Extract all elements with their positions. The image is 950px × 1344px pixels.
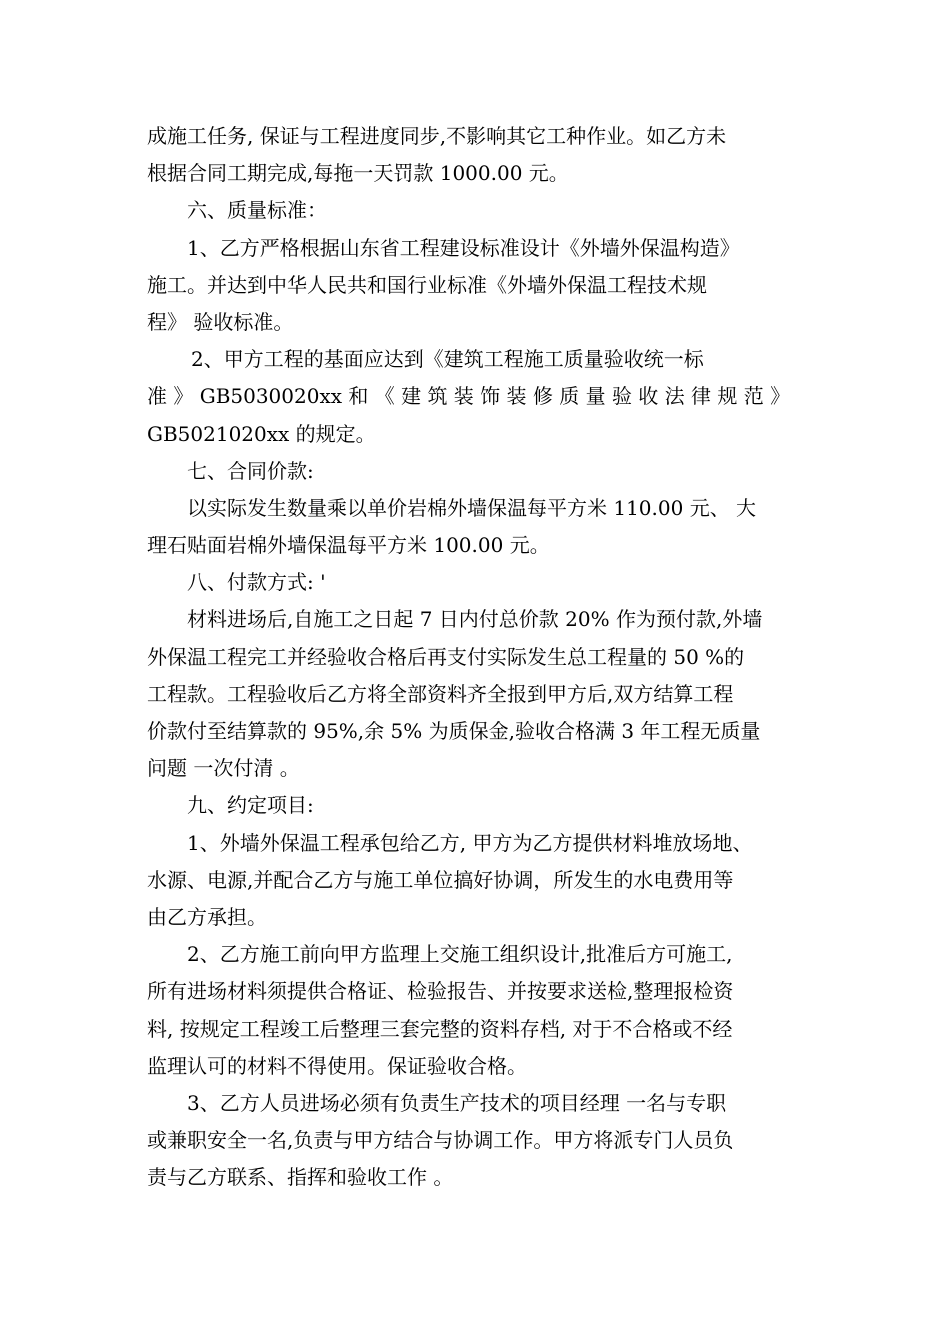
text-line: 2、甲方工程的基面应达到《建筑工程施工质量验收统一标 bbox=[191, 347, 704, 372]
text-line: 3、乙方人员进场必须有负责生产技术的项目经理 一名与专职 bbox=[187, 1090, 727, 1115]
text-line: 施工。并达到中华人民共和国行业标准《外墙外保温工程技术规 bbox=[147, 272, 707, 297]
text-line: 材料进场后,自施工之日起 7 日内付总价款 20% 作为预付款,外墙 bbox=[187, 607, 763, 632]
document-body bbox=[147, 118, 807, 1196]
text-line: 或兼职安全一名,负责与甲方结合与协调工作。甲方将派专门人员负 bbox=[147, 1128, 734, 1153]
text-line: 程》 验收标准。 bbox=[147, 309, 294, 334]
text-line: 1、乙方严格根据山东省工程建设标准设计《外墙外保温构造》 bbox=[187, 235, 740, 260]
text-line: 所有进场材料须提供合格证、检验报告、并按要求送检,整理报检资 bbox=[147, 979, 734, 1004]
text-line: 责与乙方联系、指挥和验收工作 。 bbox=[147, 1165, 454, 1190]
text-line: 问题 一次付清 。 bbox=[147, 756, 300, 781]
section-heading-agreed-items: 九、约定项目: bbox=[187, 793, 314, 818]
section-heading-quality: 六、质量标准： bbox=[187, 198, 327, 223]
text-line: 理石贴面岩棉外墙保温每平方米 100.00 元。 bbox=[147, 533, 550, 558]
text-line: 以实际发生数量乘以单价岩棉外墙保温每平方米 110.00 元、 大 bbox=[187, 495, 757, 520]
text-line: 2、乙方施工前向甲方监理上交施工组织设计,批准后方可施工, bbox=[187, 942, 733, 967]
text-line: 成施工任务, 保证与工程进度同步,不影响其它工种作业。如乙方未 bbox=[147, 124, 727, 148]
text-line: 料, 按规定工程竣工后整理三套完整的资料存档, 对于不合格或不经 bbox=[147, 1016, 733, 1041]
text-line: 工程款。工程验收后乙方将全部资料齐全报到甲方后,双方结算工程 bbox=[147, 681, 734, 706]
text-line: 水源、电源,并配合乙方与施工单位搞好协调，所发生的水电费用等 bbox=[147, 867, 734, 892]
text-line: 由乙方承担。 bbox=[147, 904, 267, 929]
text-line: 外保温工程完工并经验收合格后再支付实际发生总工程量的 50 %的 bbox=[147, 644, 745, 669]
text-line: GB5021020xx 的规定。 bbox=[147, 421, 376, 446]
text-line: 根据合同工期完成,每拖一天罚款 1000.00 元。 bbox=[147, 161, 569, 186]
section-heading-payment: 八、付款方式: ' bbox=[187, 570, 326, 595]
text-line: 价款付至结算款的 95%,余 5% 为质保金,验收合格满 3 年工程无质量 bbox=[147, 719, 761, 743]
section-heading-price: 七、合同价款: bbox=[187, 458, 314, 483]
text-line: 监理认可的材料不得使用。保证验收合格。 bbox=[147, 1053, 527, 1078]
text-line: 准 》 GB5030020xx 和 《 建 筑 装 饰 装 修 质 量 验 收 法 律 规 范 》 bbox=[147, 384, 791, 409]
text-line: 1、外墙外保温工程承包给乙方, 甲方为乙方提供材料堆放场地、 bbox=[187, 830, 753, 855]
